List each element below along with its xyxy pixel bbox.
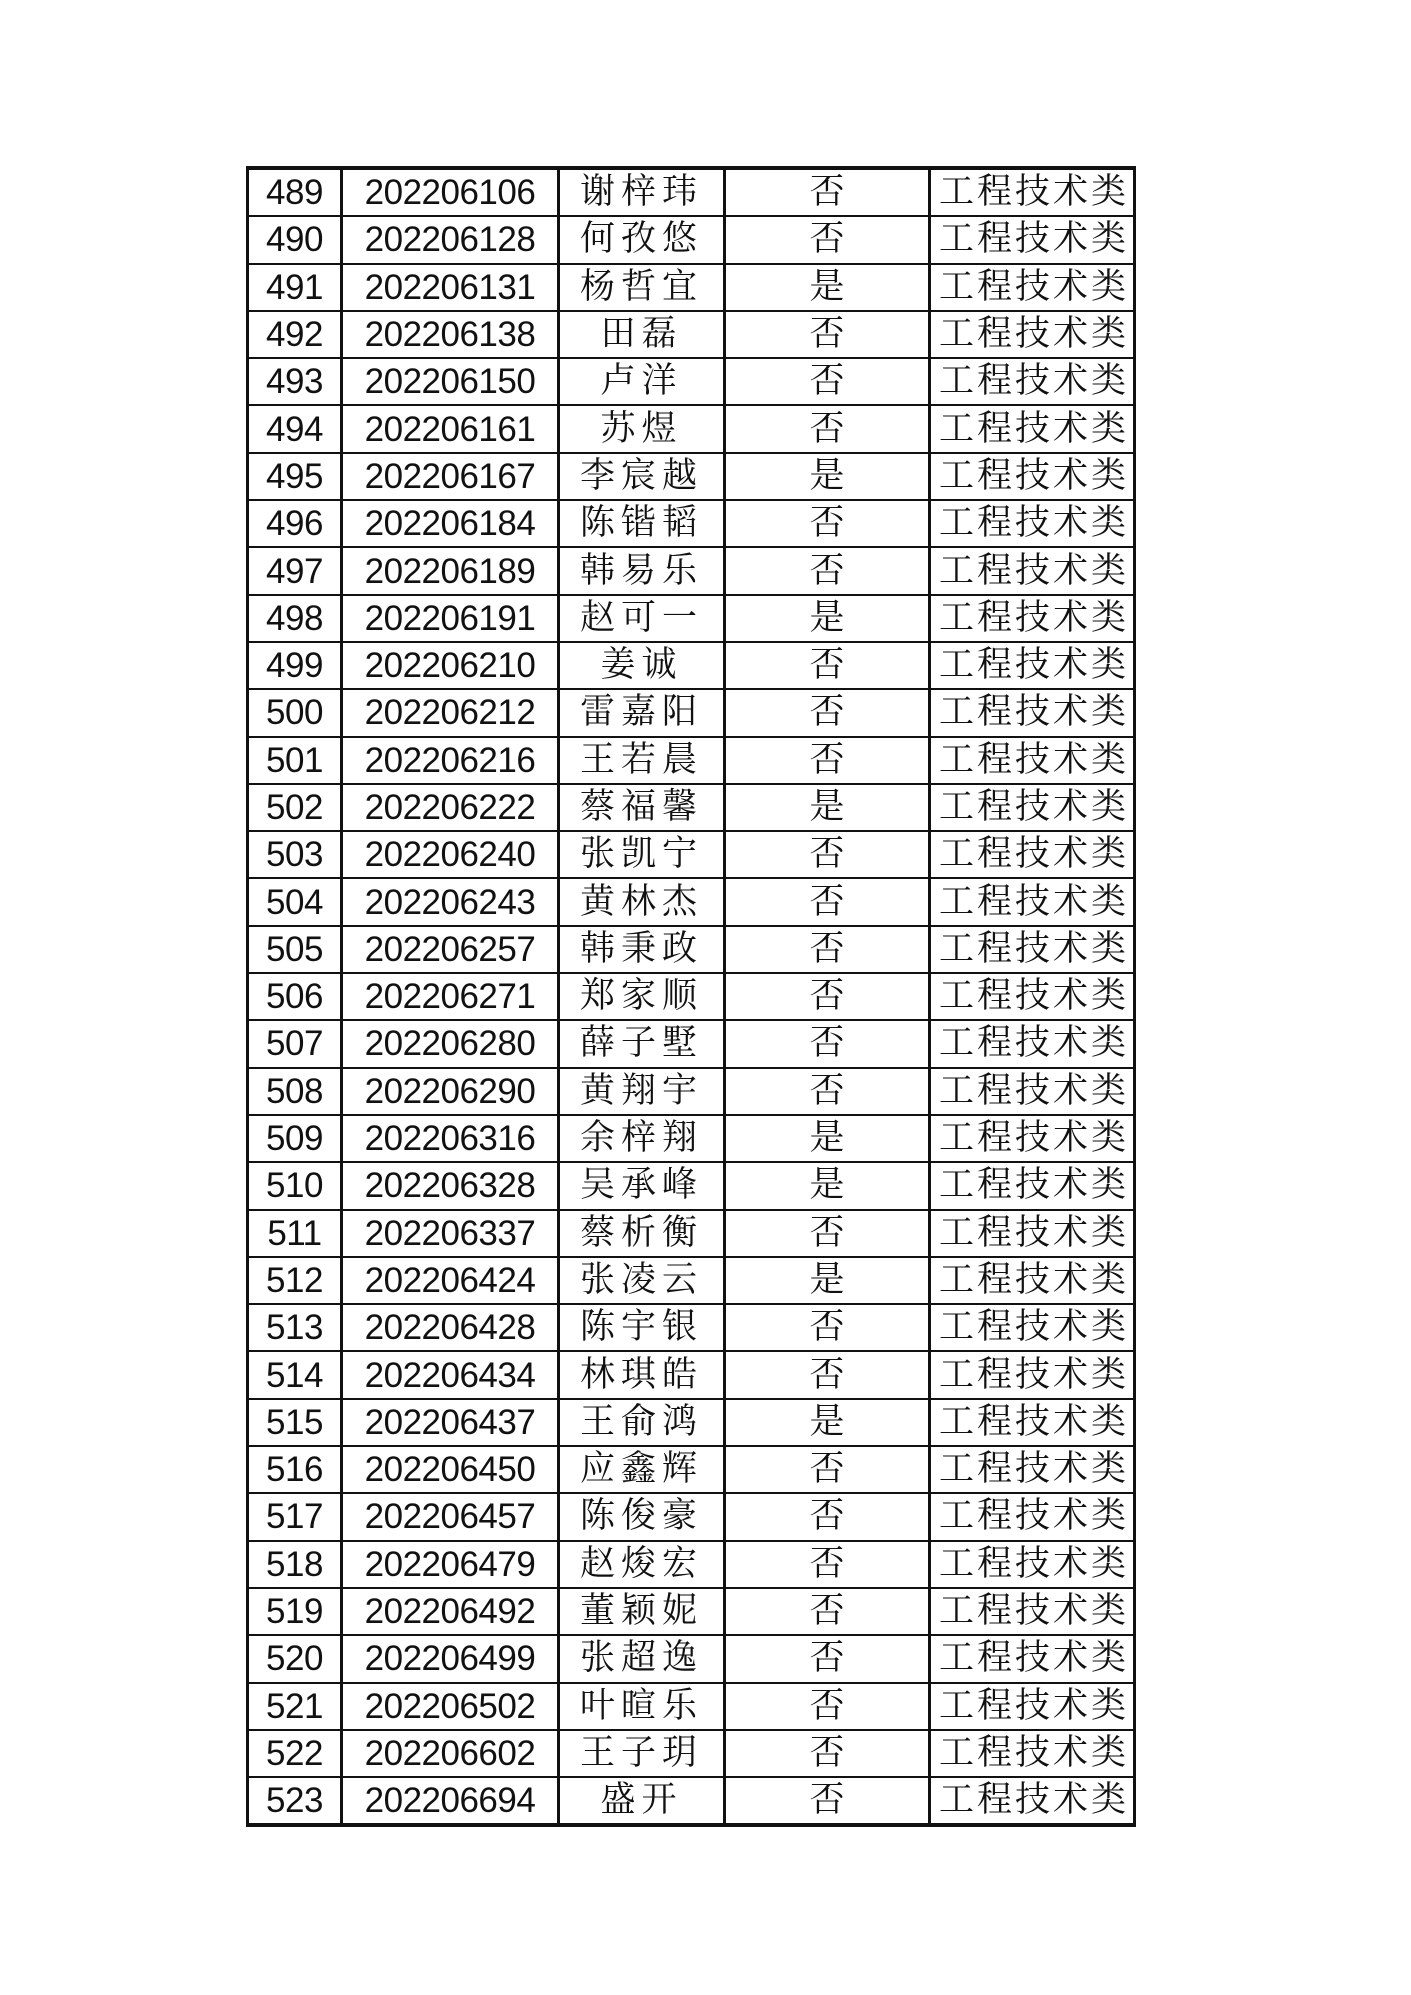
table-row bbox=[248, 1257, 1135, 1304]
category-cell: 工程技术类 bbox=[930, 878, 1135, 925]
yes-no-cell: 否 bbox=[725, 689, 930, 736]
yes-no-cell: 否 bbox=[725, 1068, 930, 1115]
table-row bbox=[248, 831, 1135, 878]
yes-no-cell: 否 bbox=[725, 926, 930, 973]
category-cell: 工程技术类 bbox=[930, 547, 1135, 594]
yes-no-cell: 否 bbox=[725, 168, 930, 216]
yes-no-cell: 是 bbox=[725, 453, 930, 500]
student-id-cell: 202206280 bbox=[342, 1020, 559, 1067]
student-name-cell: 苏煜 bbox=[559, 405, 725, 452]
student-name-cell: 姜诚 bbox=[559, 642, 725, 689]
table-row bbox=[248, 264, 1135, 311]
category-cell: 工程技术类 bbox=[930, 1304, 1135, 1351]
student-name-cell: 蔡析衡 bbox=[559, 1210, 725, 1257]
student-name-cell: 杨哲宜 bbox=[559, 264, 725, 311]
student-id-cell: 202206150 bbox=[342, 358, 559, 405]
row-number-cell: 498 bbox=[248, 595, 342, 642]
student-name-cell: 张凌云 bbox=[559, 1257, 725, 1304]
student-name-cell: 黄翔宇 bbox=[559, 1068, 725, 1115]
category-cell: 工程技术类 bbox=[930, 1635, 1135, 1682]
table-row bbox=[248, 1635, 1135, 1682]
student-name-cell: 张超逸 bbox=[559, 1635, 725, 1682]
student-name-cell: 余梓翔 bbox=[559, 1115, 725, 1162]
category-cell: 工程技术类 bbox=[930, 264, 1135, 311]
row-number-cell: 503 bbox=[248, 831, 342, 878]
student-id-cell: 202206450 bbox=[342, 1446, 559, 1493]
category-cell: 工程技术类 bbox=[930, 1541, 1135, 1588]
table-row bbox=[248, 453, 1135, 500]
row-number-cell: 509 bbox=[248, 1115, 342, 1162]
row-number-cell: 502 bbox=[248, 784, 342, 831]
yes-no-cell: 否 bbox=[725, 1493, 930, 1540]
row-number-cell: 493 bbox=[248, 358, 342, 405]
student-id-cell: 202206210 bbox=[342, 642, 559, 689]
row-number-cell: 520 bbox=[248, 1635, 342, 1682]
table-row bbox=[248, 1730, 1135, 1777]
student-id-cell: 202206424 bbox=[342, 1257, 559, 1304]
student-name-cell: 赵焌宏 bbox=[559, 1541, 725, 1588]
row-number-cell: 510 bbox=[248, 1162, 342, 1209]
yes-no-cell: 否 bbox=[725, 1304, 930, 1351]
yes-no-cell: 否 bbox=[725, 216, 930, 263]
student-id-cell: 202206216 bbox=[342, 737, 559, 784]
student-id-cell: 202206337 bbox=[342, 1210, 559, 1257]
category-cell: 工程技术类 bbox=[930, 973, 1135, 1020]
student-id-cell: 202206290 bbox=[342, 1068, 559, 1115]
yes-no-cell: 否 bbox=[725, 358, 930, 405]
category-cell: 工程技术类 bbox=[930, 737, 1135, 784]
student-name-cell: 陈俊豪 bbox=[559, 1493, 725, 1540]
student-name-cell: 王俞鸿 bbox=[559, 1399, 725, 1446]
category-cell: 工程技术类 bbox=[930, 689, 1135, 736]
student-id-cell: 202206502 bbox=[342, 1683, 559, 1730]
student-id-cell: 202206138 bbox=[342, 311, 559, 358]
row-number-cell: 518 bbox=[248, 1541, 342, 1588]
student-name-cell: 陈锴韬 bbox=[559, 500, 725, 547]
table-row bbox=[248, 737, 1135, 784]
category-cell: 工程技术类 bbox=[930, 1162, 1135, 1209]
row-number-cell: 523 bbox=[248, 1777, 342, 1825]
student-id-cell: 202206257 bbox=[342, 926, 559, 973]
table-row bbox=[248, 1115, 1135, 1162]
row-number-cell: 497 bbox=[248, 547, 342, 594]
category-cell: 工程技术类 bbox=[930, 1210, 1135, 1257]
student-id-cell: 202206428 bbox=[342, 1304, 559, 1351]
category-cell: 工程技术类 bbox=[930, 453, 1135, 500]
category-cell: 工程技术类 bbox=[930, 642, 1135, 689]
row-number-cell: 495 bbox=[248, 453, 342, 500]
category-cell: 工程技术类 bbox=[930, 1068, 1135, 1115]
category-cell: 工程技术类 bbox=[930, 1683, 1135, 1730]
student-id-cell: 202206437 bbox=[342, 1399, 559, 1446]
table-row bbox=[248, 405, 1135, 452]
student-id-cell: 202206184 bbox=[342, 500, 559, 547]
table-row bbox=[248, 547, 1135, 594]
yes-no-cell: 是 bbox=[725, 784, 930, 831]
student-name-cell: 黄林杰 bbox=[559, 878, 725, 925]
yes-no-cell: 是 bbox=[725, 1115, 930, 1162]
student-id-cell: 202206131 bbox=[342, 264, 559, 311]
row-number-cell: 512 bbox=[248, 1257, 342, 1304]
category-cell: 工程技术类 bbox=[930, 358, 1135, 405]
student-name-cell: 王若晨 bbox=[559, 737, 725, 784]
student-id-cell: 202206167 bbox=[342, 453, 559, 500]
row-number-cell: 507 bbox=[248, 1020, 342, 1067]
table-row bbox=[248, 168, 1135, 216]
student-name-cell: 应鑫辉 bbox=[559, 1446, 725, 1493]
student-id-cell: 202206492 bbox=[342, 1588, 559, 1635]
yes-no-cell: 否 bbox=[725, 1210, 930, 1257]
student-id-cell: 202206106 bbox=[342, 168, 559, 216]
row-number-cell: 494 bbox=[248, 405, 342, 452]
student-name-cell: 王子玥 bbox=[559, 1730, 725, 1777]
category-cell: 工程技术类 bbox=[930, 1351, 1135, 1398]
yes-no-cell: 是 bbox=[725, 1162, 930, 1209]
student-id-cell: 202206479 bbox=[342, 1541, 559, 1588]
row-number-cell: 499 bbox=[248, 642, 342, 689]
yes-no-cell: 是 bbox=[725, 264, 930, 311]
student-name-cell: 田磊 bbox=[559, 311, 725, 358]
student-name-cell: 郑家顺 bbox=[559, 973, 725, 1020]
table-row bbox=[248, 973, 1135, 1020]
category-cell: 工程技术类 bbox=[930, 311, 1135, 358]
table-row bbox=[248, 1588, 1135, 1635]
student-name-cell: 张凯宁 bbox=[559, 831, 725, 878]
student-id-cell: 202206316 bbox=[342, 1115, 559, 1162]
yes-no-cell: 否 bbox=[725, 642, 930, 689]
row-number-cell: 501 bbox=[248, 737, 342, 784]
table-row bbox=[248, 1304, 1135, 1351]
student-name-cell: 雷嘉阳 bbox=[559, 689, 725, 736]
category-cell: 工程技术类 bbox=[930, 405, 1135, 452]
table-row bbox=[248, 1210, 1135, 1257]
yes-no-cell: 否 bbox=[725, 1541, 930, 1588]
table-row bbox=[248, 500, 1135, 547]
student-id-cell: 202206434 bbox=[342, 1351, 559, 1398]
row-number-cell: 505 bbox=[248, 926, 342, 973]
student-name-cell: 李宸越 bbox=[559, 453, 725, 500]
row-number-cell: 522 bbox=[248, 1730, 342, 1777]
table-row bbox=[248, 1683, 1135, 1730]
student-id-cell: 202206212 bbox=[342, 689, 559, 736]
table-row bbox=[248, 1162, 1135, 1209]
row-number-cell: 521 bbox=[248, 1683, 342, 1730]
yes-no-cell: 否 bbox=[725, 1730, 930, 1777]
row-number-cell: 514 bbox=[248, 1351, 342, 1398]
student-name-cell: 赵可一 bbox=[559, 595, 725, 642]
row-number-cell: 515 bbox=[248, 1399, 342, 1446]
row-number-cell: 490 bbox=[248, 216, 342, 263]
yes-no-cell: 否 bbox=[725, 500, 930, 547]
yes-no-cell: 否 bbox=[725, 405, 930, 452]
student-id-cell: 202206694 bbox=[342, 1777, 559, 1825]
row-number-cell: 511 bbox=[248, 1210, 342, 1257]
student-name-cell: 董颖妮 bbox=[559, 1588, 725, 1635]
table-row bbox=[248, 1493, 1135, 1540]
row-number-cell: 517 bbox=[248, 1493, 342, 1540]
category-cell: 工程技术类 bbox=[930, 784, 1135, 831]
category-cell: 工程技术类 bbox=[930, 1399, 1135, 1446]
table-row bbox=[248, 784, 1135, 831]
row-number-cell: 513 bbox=[248, 1304, 342, 1351]
yes-no-cell: 是 bbox=[725, 1399, 930, 1446]
table-row bbox=[248, 358, 1135, 405]
table-row bbox=[248, 1351, 1135, 1398]
student-name-cell: 陈宇银 bbox=[559, 1304, 725, 1351]
student-id-cell: 202206128 bbox=[342, 216, 559, 263]
table-row bbox=[248, 595, 1135, 642]
row-number-cell: 508 bbox=[248, 1068, 342, 1115]
row-number-cell: 506 bbox=[248, 973, 342, 1020]
table-row bbox=[248, 1068, 1135, 1115]
student-name-cell: 蔡福馨 bbox=[559, 784, 725, 831]
student-name-cell: 卢洋 bbox=[559, 358, 725, 405]
student-id-cell: 202206499 bbox=[342, 1635, 559, 1682]
yes-no-cell: 否 bbox=[725, 1588, 930, 1635]
student-name-cell: 吴承峰 bbox=[559, 1162, 725, 1209]
student-id-cell: 202206189 bbox=[342, 547, 559, 594]
table-row bbox=[248, 878, 1135, 925]
yes-no-cell: 否 bbox=[725, 737, 930, 784]
student-name-cell: 何孜悠 bbox=[559, 216, 725, 263]
student-name-cell: 盛开 bbox=[559, 1777, 725, 1825]
table-row bbox=[248, 1541, 1135, 1588]
student-id-cell: 202206240 bbox=[342, 831, 559, 878]
row-number-cell: 504 bbox=[248, 878, 342, 925]
category-cell: 工程技术类 bbox=[930, 216, 1135, 263]
yes-no-cell: 否 bbox=[725, 1446, 930, 1493]
student-list-table bbox=[246, 166, 1136, 1827]
yes-no-cell: 否 bbox=[725, 878, 930, 925]
table-row bbox=[248, 216, 1135, 263]
table-row bbox=[248, 1020, 1135, 1067]
yes-no-cell: 否 bbox=[725, 1020, 930, 1067]
student-id-cell: 202206457 bbox=[342, 1493, 559, 1540]
table-body bbox=[248, 168, 1135, 1825]
student-name-cell: 韩易乐 bbox=[559, 547, 725, 594]
row-number-cell: 491 bbox=[248, 264, 342, 311]
table-row bbox=[248, 926, 1135, 973]
category-cell: 工程技术类 bbox=[930, 1493, 1135, 1540]
student-name-cell: 谢梓玮 bbox=[559, 168, 725, 216]
yes-no-cell: 否 bbox=[725, 1635, 930, 1682]
category-cell: 工程技术类 bbox=[930, 1588, 1135, 1635]
table-row bbox=[248, 1446, 1135, 1493]
student-id-cell: 202206191 bbox=[342, 595, 559, 642]
yes-no-cell: 否 bbox=[725, 973, 930, 1020]
category-cell: 工程技术类 bbox=[930, 168, 1135, 216]
table-row bbox=[248, 642, 1135, 689]
category-cell: 工程技术类 bbox=[930, 926, 1135, 973]
student-id-cell: 202206271 bbox=[342, 973, 559, 1020]
yes-no-cell: 否 bbox=[725, 547, 930, 594]
table-row bbox=[248, 1777, 1135, 1825]
row-number-cell: 500 bbox=[248, 689, 342, 736]
category-cell: 工程技术类 bbox=[930, 1115, 1135, 1162]
student-name-cell: 叶暄乐 bbox=[559, 1683, 725, 1730]
row-number-cell: 492 bbox=[248, 311, 342, 358]
category-cell: 工程技术类 bbox=[930, 1257, 1135, 1304]
category-cell: 工程技术类 bbox=[930, 831, 1135, 878]
table-row bbox=[248, 689, 1135, 736]
yes-no-cell: 是 bbox=[725, 595, 930, 642]
category-cell: 工程技术类 bbox=[930, 1020, 1135, 1067]
yes-no-cell: 否 bbox=[725, 1683, 930, 1730]
category-cell: 工程技术类 bbox=[930, 500, 1135, 547]
category-cell: 工程技术类 bbox=[930, 1730, 1135, 1777]
category-cell: 工程技术类 bbox=[930, 595, 1135, 642]
student-name-cell: 林琪皓 bbox=[559, 1351, 725, 1398]
student-id-cell: 202206328 bbox=[342, 1162, 559, 1209]
row-number-cell: 516 bbox=[248, 1446, 342, 1493]
category-cell: 工程技术类 bbox=[930, 1777, 1135, 1825]
yes-no-cell: 否 bbox=[725, 311, 930, 358]
yes-no-cell: 否 bbox=[725, 1351, 930, 1398]
row-number-cell: 496 bbox=[248, 500, 342, 547]
table-row bbox=[248, 1399, 1135, 1446]
yes-no-cell: 否 bbox=[725, 1777, 930, 1825]
table-row bbox=[248, 311, 1135, 358]
student-name-cell: 韩秉政 bbox=[559, 926, 725, 973]
yes-no-cell: 否 bbox=[725, 831, 930, 878]
student-id-cell: 202206602 bbox=[342, 1730, 559, 1777]
student-id-cell: 202206243 bbox=[342, 878, 559, 925]
yes-no-cell: 是 bbox=[725, 1257, 930, 1304]
category-cell: 工程技术类 bbox=[930, 1446, 1135, 1493]
row-number-cell: 489 bbox=[248, 168, 342, 216]
student-name-cell: 薛子墅 bbox=[559, 1020, 725, 1067]
row-number-cell: 519 bbox=[248, 1588, 342, 1635]
student-id-cell: 202206161 bbox=[342, 405, 559, 452]
student-id-cell: 202206222 bbox=[342, 784, 559, 831]
